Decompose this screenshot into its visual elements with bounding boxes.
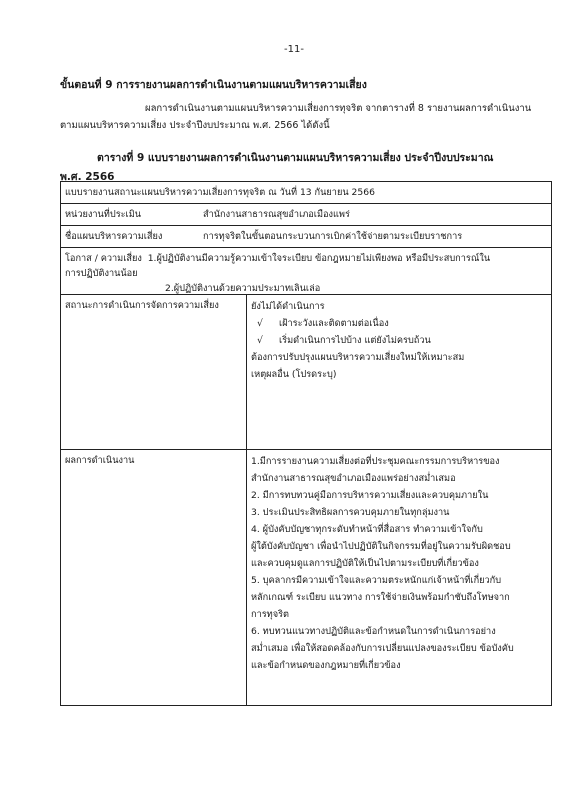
result-line: สม่ำเสมอ เพื่อให้สอดคล้องกับการเปลี่ยนแปลงของระเบียบ ข้อบังคับ — [251, 643, 514, 654]
status-options — [247, 295, 551, 449]
risk-item-1: 1.ผู้ปฏิบัติงานมีความรู้ความเข้าใจระเบียบ ข้อกฎหมายไม่เพียงพอ หรือมีประสบการณ์ใน — [147, 253, 491, 264]
risk-line-1 — [65, 251, 547, 266]
intro-line-2: ตามแผนบริหารความเสี่ยง ประจำปีงบประมาณ พ.ศ. 2566 ได้ดังนี้ — [60, 120, 330, 131]
plan-value: การทุจริตในขั้นตอนกระบวนการเบิกค่าใช้จ่ายตามระเบียบราชการ — [203, 231, 463, 242]
table-caption-year: พ.ศ. 2566 — [60, 171, 115, 183]
status-line: ต้องการปรับปรุงแผนบริหารความเสี่ยงใหม่ให้เหมาะสม — [251, 352, 465, 363]
result-line: 6. ทบทวนแนวทางปฏิบัติและข้อกำหนดในการดำเนินการอย่าง — [251, 626, 496, 637]
result-line: การทุจริต — [251, 609, 289, 620]
table-caption: ตารางที่ 9 แบบรายงานผลการดำเนินงานตามแผนบริหารความเสี่ยง ประจำปีงบประมาณ — [97, 152, 494, 164]
result-line: 1.มีการรายงานความเสี่ยงต่อที่ประชุมคณะกรรมการบริหารของ — [251, 456, 500, 467]
risk-label: โอกาส / ความเสี่ยง — [65, 253, 142, 264]
check-mark-icon: √ — [257, 335, 263, 346]
result-line: และควบคุมดูแลการปฏิบัติให้เป็นไปตามระเบียบที่เกี่ยวข้อง — [251, 558, 479, 569]
result-line: 2. มีการทบทวนคู่มือการบริหารความเสี่ยงและควบคุมภายใน — [251, 490, 489, 501]
page-number: -11- — [284, 44, 304, 55]
report-title: แบบรายงานสถานะแผนบริหารความเสี่ยงการทุจริต ณ วันที่ 13 กันยายน 2566 — [65, 187, 375, 198]
report-title-row — [61, 182, 551, 204]
plan-row — [61, 226, 551, 248]
risk-report-table — [60, 181, 552, 706]
result-line: 4. ผู้บังคับบัญชาทุกระดับทำหน้าที่สื่อสาร ทำความเข้าใจกับ — [251, 524, 483, 535]
intro-line-1: ผลการดำเนินงานตามแผนบริหารความเสี่ยงการทุจริต จากตารางที่ 8 รายงานผลการดำเนินงาน — [145, 103, 532, 114]
result-line: 3. ประเมินประสิทธิผลการควบคุมภายในทุกลุ่มงาน — [251, 507, 450, 518]
result-line: ผู้ใต้บังคับบัญชา เพื่อนำไปปฏิบัติในกิจกรรมที่อยู่ในความรับผิดชอบ — [251, 541, 511, 552]
status-row — [61, 295, 551, 450]
check-mark-icon: √ — [257, 318, 263, 329]
status-line: ยังไม่ได้ดำเนินการ — [251, 301, 325, 312]
result-line: หลักเกณฑ์ ระเบียบ แนวทาง การใช้จ่ายเงินพร้อมกำชับถึงโทษจาก — [251, 592, 510, 603]
risk-row — [61, 248, 551, 295]
result-line: 5. บุคลากรมีความเข้าใจและความตระหนักแก่เจ้าหน้าที่เกี่ยวกับ — [251, 575, 502, 586]
agency-row — [61, 204, 551, 226]
agency-value: สำนักงานสาธารณสุขอำเภอเมืองแพร่ — [203, 209, 350, 220]
agency-label: หน่วยงานที่ประเมิน — [65, 209, 142, 220]
result-line: และข้อกำหนดของกฎหมายที่เกี่ยวข้อง — [251, 660, 401, 671]
section-heading: ขั้นตอนที่ 9 การรายงานผลการดำเนินงานตามแผนบริหารความเสี่ยง — [60, 79, 367, 91]
status-line: เหตุผลอื่น (โปรดระบุ) — [251, 369, 337, 380]
result-content — [247, 450, 551, 705]
status-option-monitoring: √ เฝ้าระวังและติดตามต่อเนื่อง — [251, 315, 547, 332]
result-row — [61, 450, 551, 705]
risk-item-2: 2.ผู้ปฏิบัติงานด้วยความประมาทเลินเล่อ — [165, 283, 321, 294]
status-label: สถานะการดำเนินการจัดการความเสี่ยง — [61, 295, 247, 449]
risk-item-1-cont: การปฏิบัติงานน้อย — [65, 268, 138, 279]
status-option-partial: √ เริ่มดำเนินการไปบ้าง แต่ยังไม่ครบถ้วน — [251, 332, 547, 349]
result-line: สำนักงานสาธารณสุขอำเภอเมืองแพร่อย่างสม่ำเสมอ — [251, 473, 456, 484]
intro-paragraph — [60, 100, 530, 134]
plan-label: ชื่อแผนบริหารความเสี่ยง — [65, 231, 163, 242]
result-label: ผลการดำเนินงาน — [61, 450, 247, 705]
